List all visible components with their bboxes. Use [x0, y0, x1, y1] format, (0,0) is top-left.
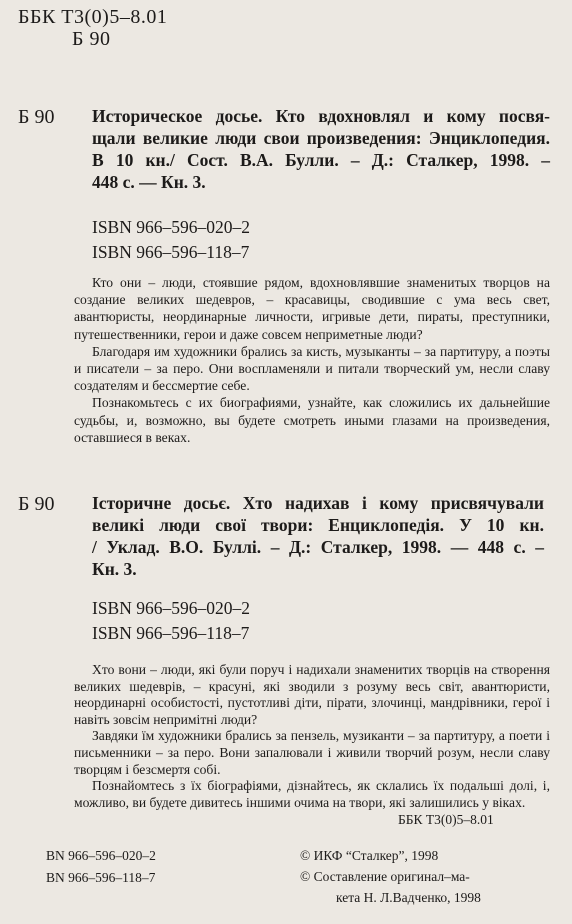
- copyright-line: кета Н. Л.Вадченко, 1998: [336, 890, 481, 905]
- footer-bbk: ББК Т3(0)5–8.01: [398, 812, 494, 827]
- entry-ru-isbn-list: [92, 217, 250, 263]
- entry-ua-code: Б 90: [18, 493, 55, 515]
- isbn-line: ISBN 966–596–020–2: [92, 217, 250, 237]
- isbn-line: ISBN 966–596–118–7: [92, 623, 250, 643]
- author-mark: Б 90: [72, 28, 111, 50]
- footer-isbn-list: [46, 845, 156, 889]
- entry-ua-line: Кн. 3.: [92, 559, 137, 579]
- footer-copyright: [300, 845, 481, 908]
- entry-ua-line: / Уклад. В.О. Буллі. – Д.: Сталкер, 1998. — 448 с. –: [92, 537, 544, 557]
- isbn-line: ВN 966–596–020–2: [46, 848, 156, 863]
- isbn-line: ВN 966–596–118–7: [46, 870, 156, 885]
- entry-ru-annotation: [74, 274, 550, 446]
- copyright-line: © Составление оригинал–ма-: [300, 869, 470, 884]
- entry-ua-heading: [92, 492, 544, 580]
- entry-ua-annotation: [74, 662, 550, 811]
- annotation-paragraph: Благодаря им художники брались за кисть, музыканты – за партитуру, а поэты и писатели – за перо. Они воспламеняли и питали творческий ум, несли славу создателям и бессмертие себе.: [74, 343, 550, 394]
- annotation-paragraph: Завдяки їм художники брались за пензель, музиканти – за партитуру, а поети і письменники – за перо. Вони запалювали і живили творчий розум, несли славу творцям і безсмертя собі.: [74, 728, 550, 777]
- entry-ua-line: Історичне досьє. Хто надихав і кому присвячували: [92, 493, 544, 513]
- entry-ru-line: щали великие люди свои произведения: Энциклопедия.: [92, 128, 550, 148]
- annotation-paragraph: Познакомьтесь с их биографиями, узнайте, как сложились их дальнейшие судьбы, и, возможно, вы будете смотреть иными глазами на произведения, оставшиеся в веках.: [74, 395, 550, 445]
- annotation-paragraph: Познайомтесь з їх біографіями, дізнайтесь, як склались їх подальші долі, і, можливо, ви будете дивитесь іншими очима на твори, які залишились у віках.: [74, 778, 550, 810]
- annotation-paragraph: Кто они – люди, стоявшие рядом, вдохновлявшие знаменитых творцов на создание великих шедевров, – красавицы, сводившие с ума весь свет, авантюристы, неординарные личности, игривые дети, пираты, преступники, путешественники, герои и даже совсем неприметные люди?: [74, 275, 550, 342]
- entry-ru-heading: [92, 105, 550, 193]
- isbn-line: ISBN 966–596–020–2: [92, 598, 250, 618]
- bbk-code: ББК Т3(0)5–8.01: [18, 6, 168, 28]
- bbk-classification-top: [18, 6, 167, 50]
- entry-ua-isbn-list: [92, 598, 250, 644]
- entry-ru-line: 448 с. — Кн. 3.: [92, 172, 206, 192]
- entry-ru-line: В 10 кн./ Сост. В.А. Булли. – Д.: Сталкер, 1998. –: [92, 150, 550, 170]
- entry-ru-line: Историческое досье. Кто вдохновлял и кому посвя-: [92, 106, 550, 126]
- annotation-paragraph: Хто вони – люди, які були поруч і надихали знаменитих творців на створення великих шедеврів, – красуні, які зводили з розуму весь світ, авантюристи, неординарні особистості, пустотливі діти, пірати, злочинці, мандрівники, герої і навіть зовсім непримітні люди?: [74, 662, 550, 727]
- entry-ru-code: Б 90: [18, 106, 55, 128]
- entry-ua-line: великі люди свої твори: Енциклопедія. У 10 кн.: [92, 515, 544, 535]
- copyright-line: © ИКФ “Сталкер”, 1998: [300, 848, 439, 863]
- isbn-line: ISBN 966–596–118–7: [92, 242, 250, 262]
